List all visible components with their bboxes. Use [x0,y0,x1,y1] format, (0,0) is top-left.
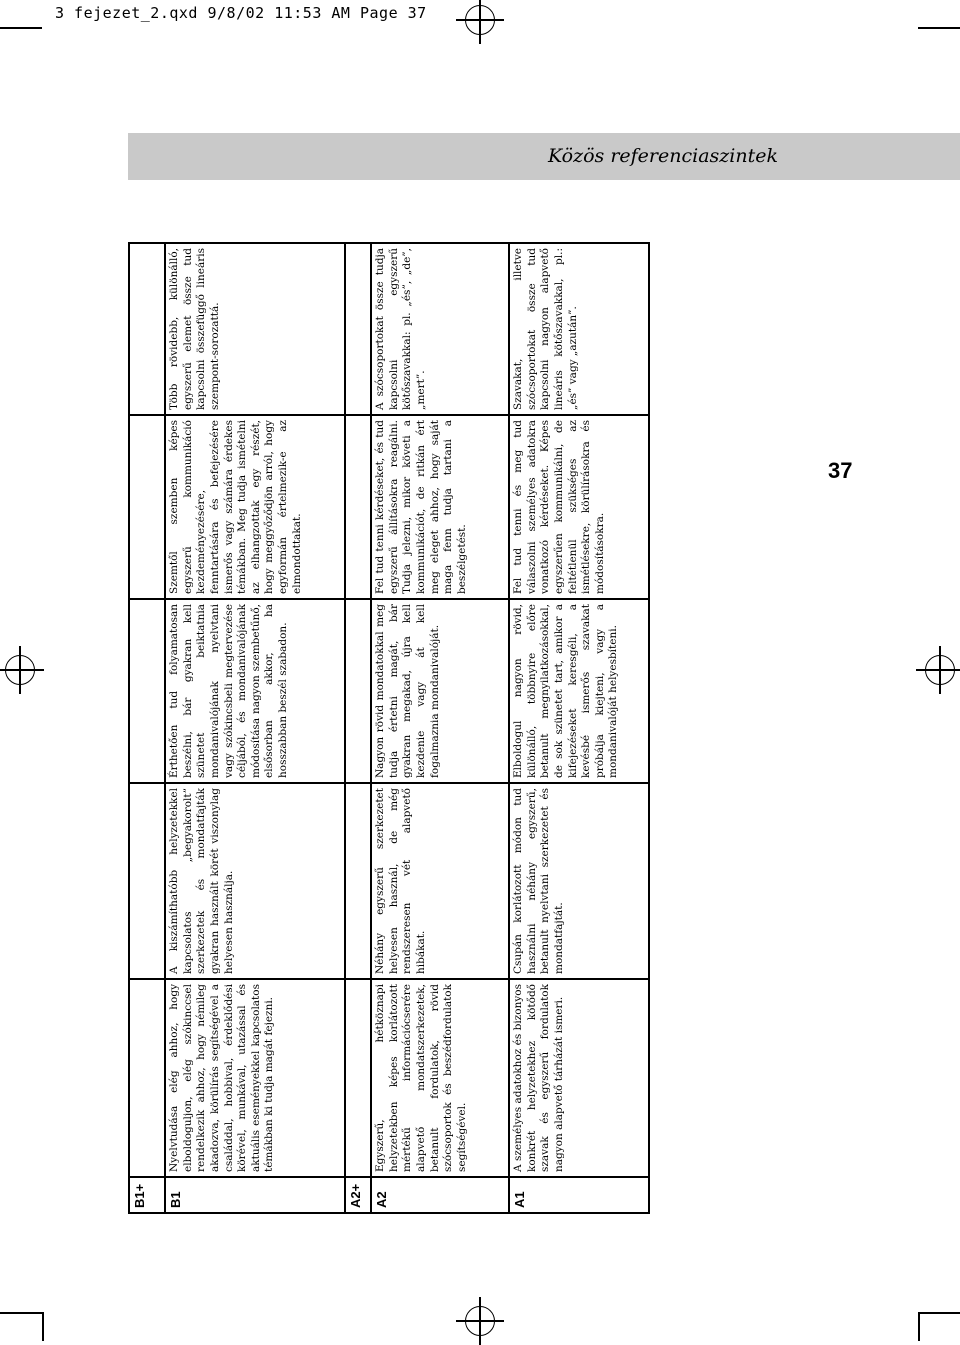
table-cell: Fel tud tenni és meg tud válaszolni személyes adatokra vonatkozó kérdéseket. Képes egyszerűen kommunikálni, de feltétlenül szükséges az ismétlésekre, körülírásokra és módosításokra. [509,415,649,599]
crop-mark [918,27,960,29]
table-cell: Fel tud tenni kérdéseket, és tud egyszerű állításokra reagálni. Tudja jelezni, mikor követi a kommunikációt, de ritkán ért meg eleget ahhoz, hogy saját maga fenn tudja tartani a beszélgetést. [371,415,509,599]
table-cell [129,979,165,1177]
table-cell [345,783,371,979]
table-cell: Szavakat, illetve szócsoportokat össze tud kapcsolni nagyon alapvető lineáris kötőszavakkal, pl.: „és” vagy „azután”. [509,243,649,415]
table-cell [129,415,165,599]
table-row-b1 [165,243,345,1213]
table-cell: Több rövidebb, különálló, egyszerű elemet össze tud kapcsolni összefüggő lineáris szempont-sorozattá. [165,243,345,415]
table-cell [345,415,371,599]
print-slug: 3 fejezet_2.qxd 9/8/02 11:53 AM Page 37 [55,4,427,22]
table-cell [345,243,371,415]
crop-mark [918,1312,960,1314]
chapter-title: Közös referenciaszintek [547,145,778,167]
level-label: B1 [165,1177,345,1213]
page-number: 37 [828,458,853,483]
table-cell [345,599,371,783]
table-row-b1plus [129,243,165,1213]
crop-mark [0,1312,42,1314]
table-cell [129,243,165,415]
table-cell: A személyes adatokhoz és bizonyos konkrét helyzetekhez kötődő szavak és egyszerű fordulatok nagyon alapvető tárházát ismeri. [509,979,649,1177]
table-cell [129,599,165,783]
chapter-header [128,133,960,180]
registration-mark-icon [925,655,955,685]
table-cell [129,783,165,979]
table-cell: Néhány egyszerű szerkezetet helyesen használ, de még rendszeresen vét alapvető hibákat. [371,783,509,979]
level-label: B1+ [129,1177,165,1213]
table-row-a2plus [345,243,371,1213]
crop-mark [918,1312,920,1341]
level-label: A1 [509,1177,649,1213]
table-cell: Elboldogul nagyon rövid, különálló, többnyire előre betanult megnyilatkozásokkal, de sok szünetet tart, amikor a kifejezéseket keresgéli, a kevésbé ismerős szavakat próbálja kiejteni, vagy a mondanivalóját helyesbíteni. [509,599,649,783]
level-label: A2+ [345,1177,371,1213]
level-label: A2 [371,1177,509,1213]
registration-mark-icon [465,5,495,35]
reference-levels-table [128,242,650,1214]
table-cell: Egyszerű, hétköznapi helyzetekben képes korlátozott mértékű információcserére alapvető mondatszerkezetek, betanult fordulatok, rövid szócsoportok és beszédfordulatok segítségével. [371,979,509,1177]
table-row-a2 [371,243,509,1213]
table-cell: Nagyon rövid mondatokkal meg tudja értetni magát, bár gyakran megakad, újra kell kezdenie vagy át kell fogalmaznia mondanivalóját. [371,599,509,783]
reference-levels-table-rotated [128,244,648,1214]
crop-mark [42,1312,44,1341]
table-cell [345,979,371,1177]
registration-mark-icon [5,655,35,685]
table-cell: A szócsoportokat össze tudja kapcsolni egyszerű kötőszavakkal: pl. „és”, „de”, „mert”. [371,243,509,415]
table-cell: Csupán korlátozott módon tud használni néhány egyszerű, betanult nyelvtani szerkezetet és mondatfajtát. [509,783,649,979]
table-cell: A kiszámíthatóbb helyzetekkel kapcsolatos „begyakorolt” szerkezetek és mondatfajták gyakran használt körét viszonylag helyesen használja. [165,783,345,979]
table-cell: Érthetően tud folyamatosan beszélni, bár gyakran kell szünetet beiktatnia mondanivalójának nyelvtani vagy szókincsbeli megtervezése céljából, és mondanivalójának módosítása nagyon szembetűnő, elsősorban akkor, ha hosszabban beszél szabadon. [165,599,345,783]
table-cell: Nyelvtudása elég ahhoz, hogy elboldoguljon, elég szókinccsel rendelkezik ahhoz, hogy némileg akadozva, körülírás segítségével a családdal, hobbival, érdeklődési körével, munkával, utazással és aktuális eseményekkel kapcsolatos témákban ki tudja magát fejezni. [165,979,345,1177]
crop-mark [0,27,42,29]
table-row-a1 [509,243,649,1213]
table-cell: Szemtől szemben képes egyszerű kommunikáció kezdeményezésére, fenntartására és befejezésére ismerős vagy számára érdekes témákban. Meg tudja ismételni az elhangzottak egy részét, hogy meggyőződjön arról, hogy egyformán értelmezik-e az elmondottakat. [165,415,345,599]
registration-mark-icon [465,1306,495,1336]
